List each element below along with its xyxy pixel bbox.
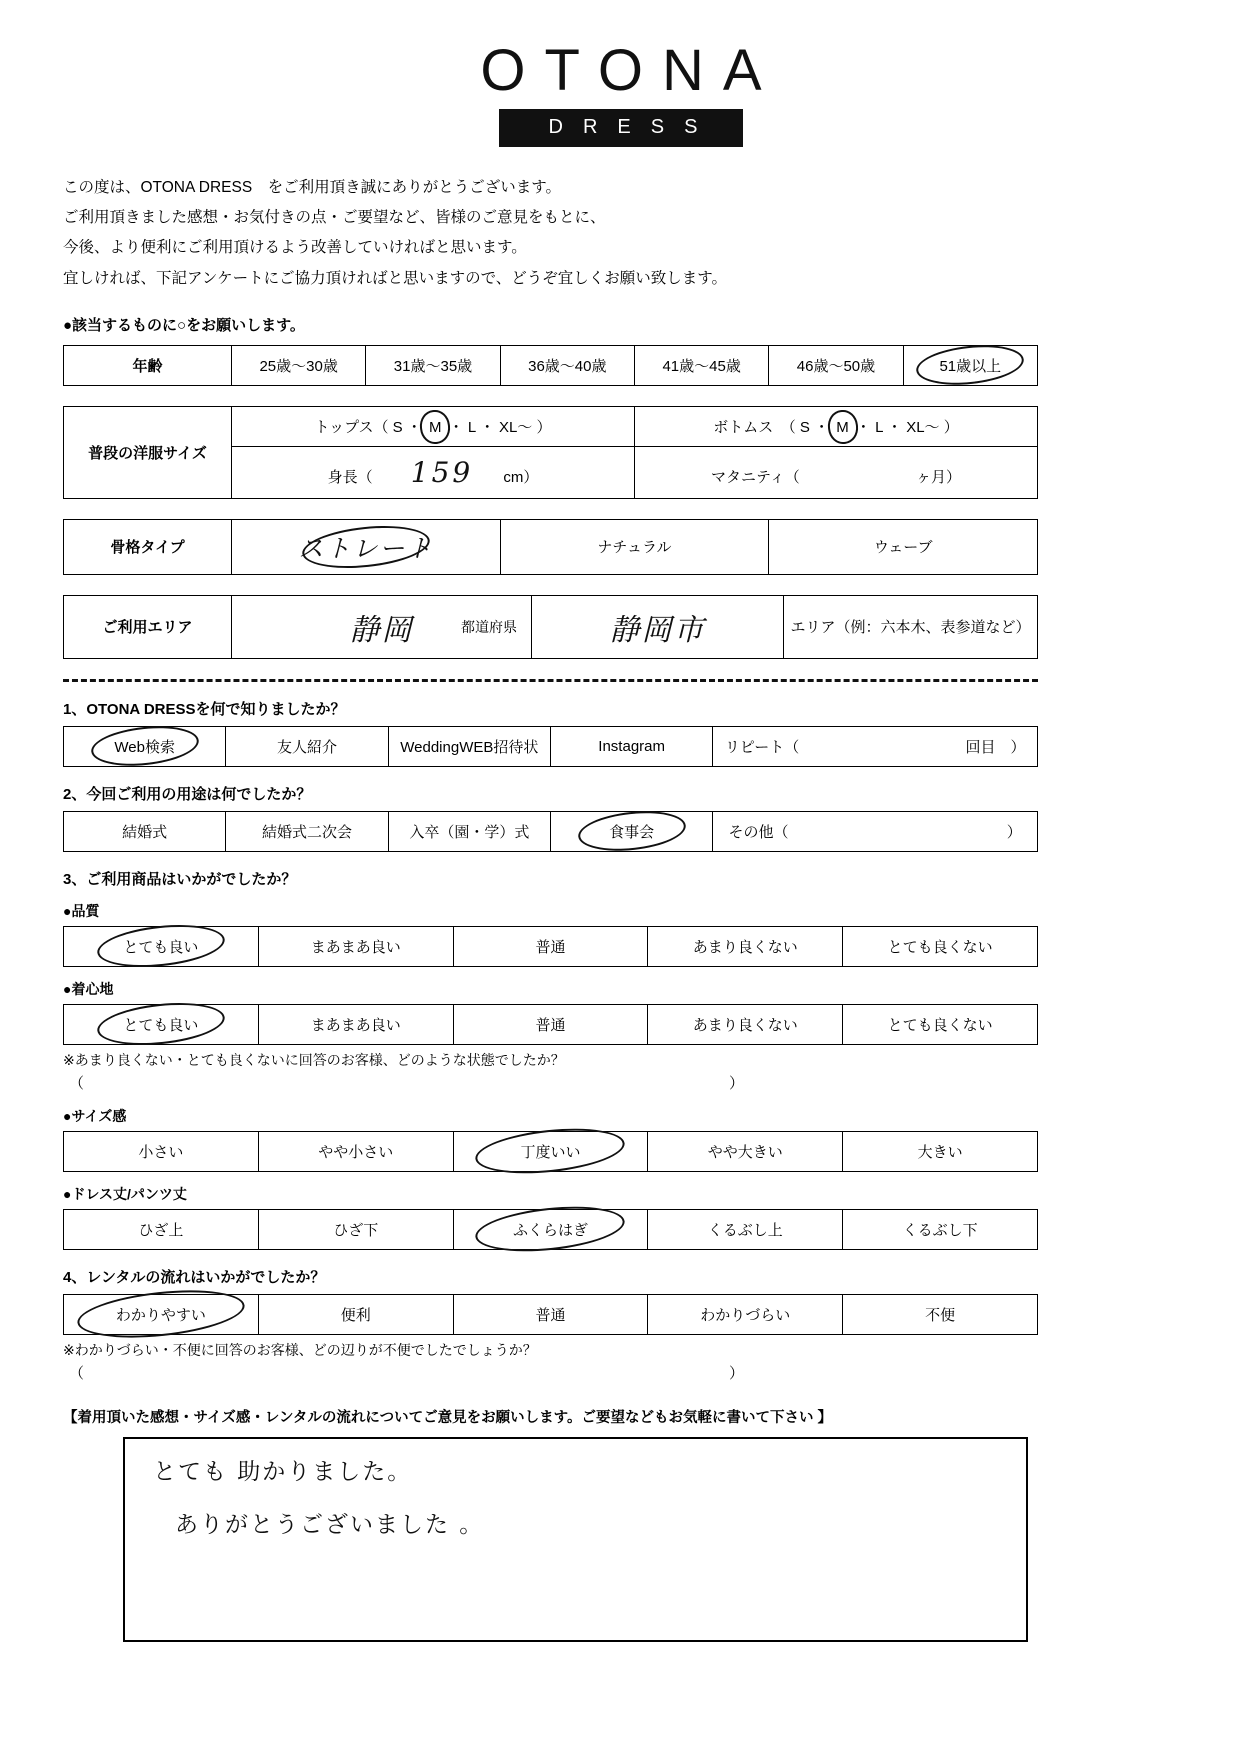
frame-option-straight-handwriting: ストレート	[298, 533, 434, 563]
city-value: 静岡市	[609, 612, 706, 648]
section-divider	[63, 679, 1038, 682]
q2-table	[63, 811, 1038, 852]
q1-option-web-search-label: Web検索	[114, 738, 175, 756]
q2-other-close-paren: ）	[1006, 823, 1022, 841]
q3-quality-table	[63, 926, 1038, 967]
q4-answer-field[interactable]	[69, 1362, 1187, 1384]
age-option-36-40[interactable]: 36歳〜40歳	[500, 345, 634, 385]
height-value: 159	[410, 455, 474, 489]
table-row	[64, 926, 1038, 966]
height-cell[interactable]	[232, 446, 635, 498]
table-row	[64, 1294, 1038, 1334]
q1-table	[63, 726, 1038, 767]
comfort-option-very-good[interactable]	[64, 1004, 259, 1044]
q3-length-table	[63, 1209, 1038, 1250]
clothing-size-table	[63, 406, 1038, 499]
table-row	[64, 519, 1038, 574]
logo-otona-text: OTONA	[480, 38, 781, 103]
fit-option-slightly-large[interactable]: やや大きい	[648, 1131, 843, 1171]
frame-option-natural[interactable]: ナチュラル	[500, 519, 769, 574]
intro-paragraph	[63, 173, 1187, 294]
q1-title: 1、OTONA DRESSを何で知りましたか？	[63, 700, 346, 718]
length-option-below-knee[interactable]: ひざ下	[258, 1209, 453, 1249]
age-label: 年齢	[64, 345, 232, 385]
prefecture-value: 静岡	[349, 612, 414, 648]
q1-repeat-count-label: 回目 ）	[965, 738, 1026, 756]
q2-option-ceremony[interactable]: 入卒（園・学）式	[388, 811, 550, 851]
bottoms-size-m-label: M	[836, 418, 849, 436]
q3-quality-head: ●品質	[63, 902, 100, 919]
table-row	[64, 595, 1038, 658]
q3-comfort-note: ※あまり良くない・とても良くないに回答のお客様、どのような状態でしたか？	[63, 1051, 565, 1068]
table-row	[64, 345, 1038, 385]
tops-size-m[interactable]	[426, 419, 445, 436]
fit-option-large[interactable]: 大きい	[843, 1131, 1038, 1171]
fit-option-just-right[interactable]	[453, 1131, 648, 1171]
age-table	[63, 345, 1038, 386]
comfort-option-fairly-good[interactable]: まあまあ良い	[258, 1004, 453, 1044]
bottoms-suffix: ・ L ・ XL〜 ）	[855, 418, 959, 436]
q1-option-web-search[interactable]	[64, 726, 226, 766]
length-option-above-knee[interactable]: ひざ上	[64, 1209, 259, 1249]
q2-title: 2、今回ご利用の用途は何でしたか？	[63, 785, 312, 803]
logo-dress-bar: DRESS	[499, 109, 744, 147]
free-comment-line-2: ありがとうございました 。	[175, 1511, 485, 1538]
length-option-above-ankle[interactable]: くるぶし上	[648, 1209, 843, 1249]
q3-fit-head: ●サイズ感	[63, 1107, 127, 1124]
age-option-51-plus-label: 51歳以上	[939, 357, 1002, 375]
q4-option-normal[interactable]: 普通	[453, 1294, 648, 1334]
length-option-calf-label: ふくらはぎ	[512, 1221, 588, 1239]
q4-option-hard-to-understand[interactable]: わかりづらい	[648, 1294, 843, 1334]
q3-fit-table	[63, 1131, 1038, 1172]
frame-type-table	[63, 519, 1038, 575]
tops-size-m-label: M	[428, 418, 442, 436]
tops-prefix: トップス（ S ・	[314, 418, 422, 436]
comfort-option-very-good-label: とても良い	[123, 1016, 199, 1034]
q2-option-dinner-label: 食事会	[609, 823, 655, 841]
bottoms-size-m[interactable]	[833, 419, 852, 436]
prefecture-suffix-label: 都道府県	[461, 618, 517, 635]
q2-option-other[interactable]	[713, 811, 1038, 851]
q4-option-convenient[interactable]: 便利	[258, 1294, 453, 1334]
length-option-calf[interactable]	[453, 1209, 648, 1249]
quality-option-very-bad[interactable]: とても良くない	[843, 926, 1038, 966]
maternity-unit: ヶ月）	[915, 468, 961, 486]
free-comment-title: 【着用頂いた感想・サイズ感・レンタルの流れについてご意見をお願いします。ご要望などもお気軽に書いて下さい 】	[63, 1409, 832, 1426]
q3-title: 3、ご利用商品はいかがでしたか？	[63, 870, 297, 888]
age-option-46-50[interactable]: 46歳〜50歳	[769, 345, 903, 385]
q4-open-paren: （	[69, 1364, 85, 1382]
q3-comfort-close-paren: ）	[729, 1074, 745, 1092]
quality-option-fairly-good[interactable]: まあまあ良い	[258, 926, 453, 966]
prefecture-cell[interactable]	[232, 595, 532, 658]
q2-option-wedding[interactable]: 結婚式	[64, 811, 226, 851]
q3-comfort-open-paren: （	[69, 1074, 85, 1092]
size-label: 普段の洋服サイズ	[64, 406, 232, 498]
tops-suffix: ・ L ・ XL〜 ）	[448, 418, 552, 436]
q4-close-paren: ）	[729, 1364, 745, 1382]
age-option-41-45[interactable]: 41歳〜45歳	[634, 345, 768, 385]
frame-type-label: 骨格タイプ	[64, 519, 232, 574]
q1-option-instagram[interactable]: Instagram	[550, 726, 712, 766]
q4-table	[63, 1294, 1038, 1335]
quality-option-not-very-good[interactable]: あまり良くない	[648, 926, 843, 966]
q2-option-other-label: その他（	[728, 823, 789, 841]
table-row	[64, 1131, 1038, 1171]
free-comment-box[interactable]	[123, 1437, 1028, 1642]
q4-title: 4、レンタルの流れはいかがでしたか？	[63, 1268, 326, 1286]
brand-logo	[55, 0, 1187, 147]
age-option-31-35[interactable]: 31歳〜35歳	[366, 345, 500, 385]
area-table	[63, 595, 1038, 659]
table-row	[64, 811, 1038, 851]
fit-option-small[interactable]: 小さい	[64, 1131, 259, 1171]
age-option-51-plus[interactable]	[903, 345, 1037, 385]
intro-line-3: 今後、より便利にご利用頂けるよう改善していければと思います。	[63, 239, 527, 257]
comfort-option-very-bad[interactable]: とても良くない	[843, 1004, 1038, 1044]
comfort-option-normal[interactable]: 普通	[453, 1004, 648, 1044]
intro-line-1: この度は、OTONA DRESS をご利用頂き誠にありがとうございます。	[63, 179, 561, 196]
q3-comfort-head: ●着心地	[63, 980, 114, 997]
q4-option-easy-label: わかりやすい	[115, 1306, 206, 1324]
q3-comfort-table	[63, 1004, 1038, 1045]
bottoms-size-cell[interactable]	[634, 406, 1037, 446]
maternity-cell[interactable]	[634, 446, 1037, 498]
tops-size-cell[interactable]	[232, 406, 635, 446]
table-row	[64, 406, 1038, 446]
fit-option-slightly-small[interactable]: やや小さい	[258, 1131, 453, 1171]
table-row	[64, 726, 1038, 766]
q2-option-dinner[interactable]	[550, 811, 712, 851]
fit-option-just-right-label: 丁度いい	[520, 1143, 581, 1161]
quality-option-very-good-label: とても良い	[123, 938, 199, 956]
city-cell[interactable]	[532, 595, 784, 658]
q1-option-wedding-web[interactable]: WeddingWEB招待状	[388, 726, 550, 766]
q3-length-head: ●ドレス丈/パンツ丈	[63, 1185, 187, 1202]
maternity-label: マタニティ（	[710, 468, 800, 486]
frame-option-straight[interactable]	[232, 519, 501, 574]
q4-option-inconvenient[interactable]: 不便	[843, 1294, 1038, 1334]
bottoms-prefix: ボトムス （ S ・	[713, 418, 830, 436]
frame-option-wave[interactable]: ウェーブ	[769, 519, 1038, 574]
free-comment-line-1: とても 助かりました。	[153, 1458, 413, 1485]
q1-option-friend[interactable]: 友人紹介	[226, 726, 388, 766]
height-unit: cm）	[503, 468, 539, 486]
q1-option-repeat[interactable]	[713, 726, 1038, 766]
q4-note: ※わかりづらい・不便に回答のお客様、どの辺りが不便でしたでしょうか？	[63, 1341, 537, 1358]
area-label: ご利用エリア	[64, 595, 232, 658]
q3-comfort-answer-field[interactable]	[69, 1072, 1187, 1094]
intro-line-2: ご利用頂きました感想・お気付きの点・ご要望など、皆様のご意見をもとに、	[63, 209, 606, 227]
length-option-below-ankle[interactable]: くるぶし下	[843, 1209, 1038, 1249]
comfort-option-not-very-good[interactable]: あまり良くない	[648, 1004, 843, 1044]
table-row	[64, 1004, 1038, 1044]
age-option-25-30[interactable]: 25歳〜30歳	[232, 345, 366, 385]
table-row	[64, 1209, 1038, 1249]
area-example-label: エリア（例：六本木、表参道など）	[784, 595, 1038, 658]
q2-option-after-party[interactable]: 結婚式二次会	[226, 811, 388, 851]
quality-option-very-good[interactable]	[64, 926, 259, 966]
height-label: 身長（	[327, 468, 373, 486]
quality-option-normal[interactable]: 普通	[453, 926, 648, 966]
intro-line-4: 宜しければ、下記アンケートにご協力頂ければと思いますので、どうぞ宜しくお願い致します。	[63, 269, 728, 287]
circle-instruction: ●該当するものに○をお願いします。	[63, 316, 305, 334]
q1-option-repeat-label: リピート（	[724, 738, 800, 756]
q4-option-easy-to-understand[interactable]	[64, 1294, 259, 1334]
